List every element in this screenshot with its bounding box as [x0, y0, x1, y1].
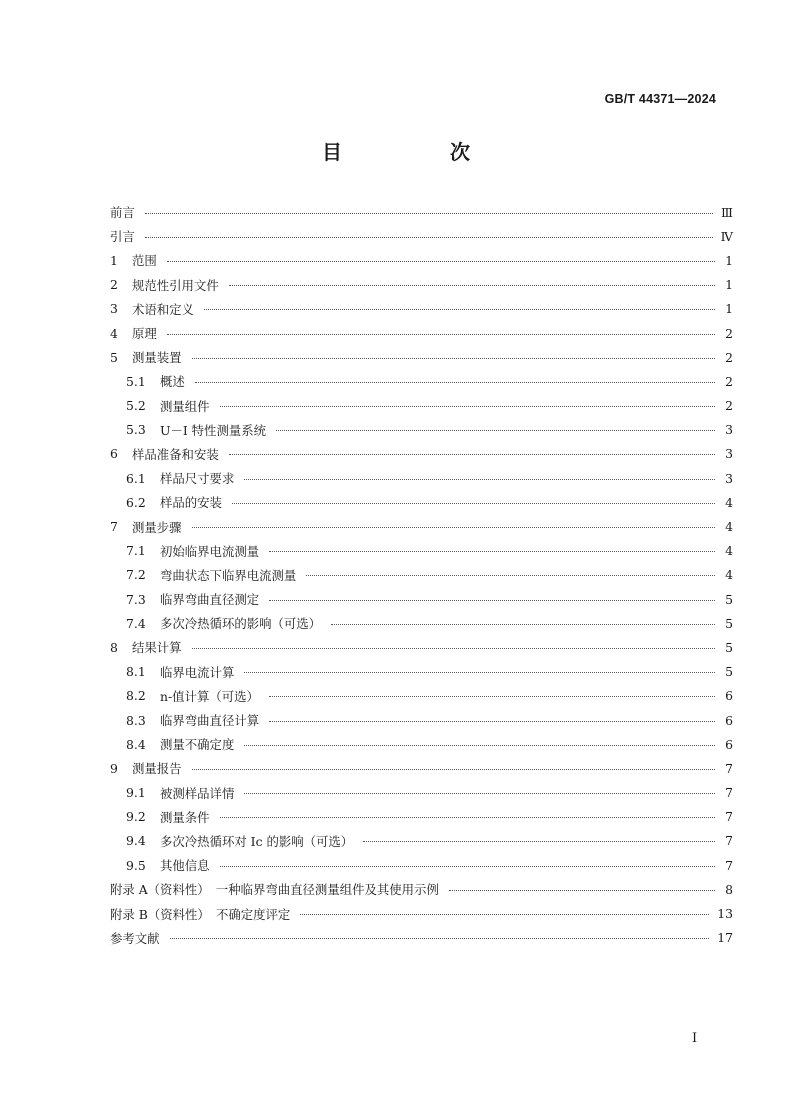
toc-dot-leader: [192, 648, 715, 649]
toc-entry[interactable]: [110, 248, 733, 272]
toc-entry[interactable]: [110, 756, 733, 780]
toc-page-number: 4: [725, 494, 733, 510]
toc-entry[interactable]: [110, 297, 733, 321]
toc-dot-leader: [195, 382, 715, 383]
table-of-contents: [110, 200, 733, 950]
standard-code: GB/T 44371—2024: [604, 92, 716, 106]
toc-section-number: 8.1: [126, 664, 146, 680]
toc-entry[interactable]: [110, 684, 733, 708]
toc-page-number: Ⅳ: [720, 228, 733, 244]
toc-entry[interactable]: [110, 926, 733, 950]
toc-dot-leader: [145, 213, 713, 214]
toc-entry[interactable]: [110, 224, 733, 248]
toc-page-number: 5: [725, 639, 733, 655]
toc-section-number: 3: [110, 301, 118, 317]
toc-section-title: 附录 B（资料性） 不确定度评定: [110, 906, 291, 922]
toc-page-number: 6: [725, 712, 733, 728]
toc-section-title: 临界弯曲直径计算: [160, 713, 260, 729]
toc-dot-leader: [449, 890, 715, 891]
toc-entry[interactable]: [110, 781, 733, 805]
toc-page-number: 7: [725, 760, 733, 776]
toc-dot-leader: [167, 261, 715, 262]
toc-page-number: 5: [725, 615, 733, 631]
toc-section-number: 4: [110, 325, 118, 341]
toc-entry[interactable]: [110, 611, 733, 635]
toc-dot-leader: [244, 479, 715, 480]
toc-section-title: 被测样品详情: [160, 785, 235, 801]
toc-dot-leader: [170, 938, 710, 939]
toc-dot-leader: [244, 745, 715, 746]
toc-section-number: 1: [110, 252, 118, 268]
toc-dot-leader: [220, 866, 715, 867]
toc-dot-leader: [192, 769, 715, 770]
toc-entry[interactable]: [110, 877, 733, 901]
toc-section-title: 初始临界电流测量: [160, 543, 260, 559]
toc-section-number: 8.4: [126, 736, 146, 752]
toc-section-number: 5.3: [126, 422, 146, 438]
toc-dot-leader: [331, 624, 715, 625]
toc-section-title: 其他信息: [160, 858, 210, 874]
toc-page-number: 2: [725, 349, 733, 365]
toc-section-number: 9.4: [126, 833, 146, 849]
toc-section-number: 6.2: [126, 494, 146, 510]
toc-dot-leader: [363, 841, 715, 842]
toc-section-number: 5.1: [126, 373, 146, 389]
toc-page-number: 2: [725, 325, 733, 341]
toc-section-number: 7.3: [126, 591, 146, 607]
toc-page-number: 4: [725, 567, 733, 583]
toc-dot-leader: [306, 575, 715, 576]
toc-section-number: 9: [110, 760, 118, 776]
toc-page-number: 3: [725, 446, 733, 462]
toc-section-number: 2: [110, 277, 118, 293]
toc-page-number: 6: [725, 688, 733, 704]
toc-entry[interactable]: [110, 563, 733, 587]
toc-entry[interactable]: [110, 514, 733, 538]
toc-dot-leader: [204, 309, 715, 310]
toc-entry[interactable]: [110, 805, 733, 829]
toc-entry[interactable]: [110, 901, 733, 925]
toc-entry[interactable]: [110, 345, 733, 369]
toc-section-title: 引言: [110, 229, 135, 245]
toc-page-number: 7: [725, 833, 733, 849]
toc-section-number: 7: [110, 519, 118, 535]
toc-dot-leader: [300, 914, 709, 915]
toc-dot-leader: [269, 721, 715, 722]
toc-section-title: 测量报告: [132, 761, 182, 777]
toc-entry[interactable]: [110, 539, 733, 563]
toc-section-title: U－I 特性测量系统: [160, 422, 267, 438]
toc-dot-leader: [229, 454, 715, 455]
toc-section-title: 临界弯曲直径测定: [160, 592, 260, 608]
toc-dot-leader: [220, 817, 715, 818]
toc-entry[interactable]: [110, 466, 733, 490]
toc-section-number: 8.2: [126, 688, 146, 704]
toc-dot-leader: [192, 358, 715, 359]
toc-section-title: 样品准备和安装: [132, 446, 219, 462]
toc-entry[interactable]: [110, 635, 733, 659]
toc-section-title: 术语和定义: [132, 301, 194, 317]
toc-section-number: 6.1: [126, 470, 146, 486]
toc-section-title: 测量不确定度: [160, 737, 235, 753]
toc-entry[interactable]: [110, 442, 733, 466]
toc-page-number: 4: [725, 519, 733, 535]
toc-page-number: 4: [725, 543, 733, 559]
toc-section-title: 弯曲状态下临界电流测量: [160, 567, 297, 583]
toc-page-number: 1: [725, 277, 733, 293]
toc-entry[interactable]: [110, 394, 733, 418]
toc-section-number: 5.2: [126, 398, 146, 414]
toc-section-title: 临界电流计算: [160, 664, 235, 680]
toc-page-number: 7: [725, 809, 733, 825]
toc-section-number: 7.1: [126, 543, 146, 559]
toc-dot-leader: [269, 551, 715, 552]
toc-entry[interactable]: [110, 587, 733, 611]
toc-page-number: 2: [725, 398, 733, 414]
toc-page-number: 6: [725, 736, 733, 752]
toc-dot-leader: [192, 527, 715, 528]
toc-section-title: 概述: [160, 374, 185, 390]
toc-section-title: 多次冷热循环的影响（可选）: [160, 616, 322, 632]
toc-entry[interactable]: [110, 273, 733, 297]
toc-section-title: 前言: [110, 205, 135, 221]
toc-dot-leader: [276, 430, 715, 431]
toc-page-number: 5: [725, 664, 733, 680]
toc-section-title: 测量步骤: [132, 519, 182, 535]
toc-entry[interactable]: [110, 369, 733, 393]
toc-section-title: 样品尺寸要求: [160, 471, 235, 487]
toc-page-number: 3: [725, 422, 733, 438]
toc-dot-leader: [167, 334, 715, 335]
toc-page-number: 2: [725, 373, 733, 389]
toc-section-number: 7.2: [126, 567, 146, 583]
toc-section-title: 多次冷热循环对 Ic 的影响（可选）: [160, 833, 354, 849]
toc-page-number: 1: [725, 301, 733, 317]
toc-dot-leader: [220, 406, 715, 407]
toc-page-number: 5: [725, 591, 733, 607]
page-folio: Ⅰ: [692, 1031, 698, 1046]
toc-section-title: 测量组件: [160, 398, 210, 414]
toc-page-number: 17: [717, 930, 733, 946]
toc-section-title: 测量装置: [132, 350, 182, 366]
toc-page-number: 8: [725, 881, 733, 897]
toc-section-number: 8.3: [126, 712, 146, 728]
toc-dot-leader: [269, 600, 715, 601]
toc-page-number: 7: [725, 857, 733, 873]
toc-entry[interactable]: [110, 732, 733, 756]
toc-entry[interactable]: [110, 660, 733, 684]
toc-entry[interactable]: [110, 829, 733, 853]
toc-page-number: 7: [725, 785, 733, 801]
toc-section-title: n-值计算（可选）: [160, 688, 259, 704]
toc-page-number: 3: [725, 470, 733, 486]
toc-dot-leader: [269, 696, 715, 697]
toc-dot-leader: [244, 793, 715, 794]
toc-page-number: 13: [717, 906, 733, 922]
toc-dot-leader: [232, 503, 715, 504]
toc-entry[interactable]: [110, 200, 733, 224]
toc-section-number: 9.1: [126, 785, 146, 801]
toc-section-title: 结果计算: [132, 640, 182, 656]
toc-page-number: Ⅲ: [721, 204, 733, 220]
toc-section-number: 8: [110, 639, 118, 655]
toc-entry[interactable]: [110, 321, 733, 345]
toc-dot-leader: [229, 285, 715, 286]
toc-section-number: 9.2: [126, 809, 146, 825]
toc-section-title: 测量条件: [160, 809, 210, 825]
toc-section-title: 原理: [132, 326, 157, 342]
page-title: 目 次: [322, 140, 514, 164]
toc-entry[interactable]: [110, 853, 733, 877]
toc-entry[interactable]: [110, 418, 733, 442]
toc-dot-leader: [145, 237, 713, 238]
toc-section-title: 参考文献: [110, 930, 160, 946]
toc-entry[interactable]: [110, 490, 733, 514]
toc-section-title: 规范性引用文件: [132, 277, 219, 293]
toc-section-number: 5: [110, 349, 118, 365]
toc-dot-leader: [244, 672, 715, 673]
toc-section-number: 6: [110, 446, 118, 462]
toc-section-title: 样品的安装: [160, 495, 222, 511]
toc-page-number: 1: [725, 252, 733, 268]
toc-section-number: 7.4: [126, 615, 146, 631]
toc-section-number: 9.5: [126, 857, 146, 873]
toc-section-title: 附录 A（资料性） 一种临界弯曲直径测量组件及其使用示例: [110, 882, 439, 898]
toc-entry[interactable]: [110, 708, 733, 732]
toc-section-title: 范围: [132, 253, 157, 269]
